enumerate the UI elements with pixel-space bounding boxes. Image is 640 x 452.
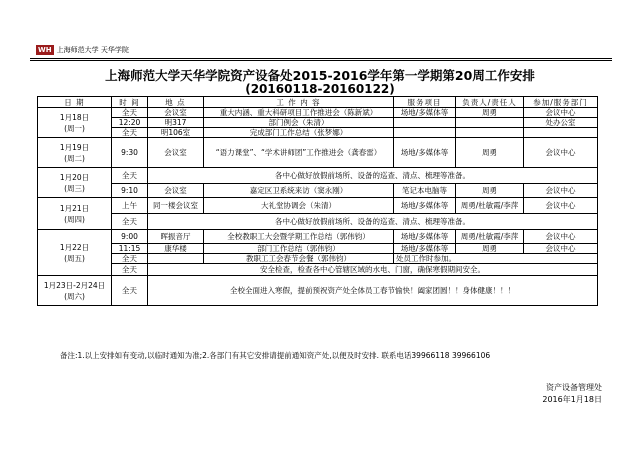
table-row: 12:20 明317 部门例会（朱清） 处办公室	[38, 118, 598, 128]
table-row: 1月18日 (周一) 全天 会议室 重大内涵、重大科研项目工作推进会（陈新斌） 场地/多媒体等 周勇 会议中心	[38, 108, 598, 118]
date-cell: 1月19日 (周二)	[38, 138, 112, 168]
col-dept: 参加/服务部门	[524, 97, 598, 108]
col-service: 服务项目	[394, 97, 456, 108]
table-row: 11:15 康华楼 部门工作总结（郭伟钧） 场地/多媒体等 周勇 会议中心	[38, 244, 598, 254]
header-row	[38, 97, 598, 108]
footnote: 备注:1.以上安排如有变动,以临时通知为准;2.各部门有其它安排请提前通知资产处,以便及时安排. 联系电话39966118 39966106	[60, 351, 491, 360]
table-row: 1月22日 (周五) 9:00 晖振音厅 全校教职工大会暨学期工作总结（郭伟钧） 场地/多媒体等 周勇/杜敏霞/李萍 会议中心	[38, 230, 598, 244]
page-title: 上海师范大学天华学院资产设备处2015-2016学年第一学期第20周工作安排	[105, 68, 535, 83]
signature-dept: 资产设备管理处	[546, 383, 602, 392]
date-cell: 1月20日 (周三)	[38, 168, 112, 198]
table-row: 全天 教职工工会春节会餐（郭伟钧） 处员工作时参加。	[38, 254, 598, 264]
table-row: 全天 明106室 完成部门工作总结（张梦娜）	[38, 128, 598, 138]
col-person: 负责人/责任人	[456, 97, 524, 108]
col-place: 地 点	[148, 97, 204, 108]
col-content: 工 作 内 容	[204, 97, 394, 108]
table-row: 1月20日 (周三) 全天 各中心做好放假前场所、设备的巡查、清点、梳理等准备。	[38, 168, 598, 184]
date-cell: 1月22日 (周五)	[38, 230, 112, 276]
date-range: (20160118-20160122)	[245, 82, 395, 96]
school-name: 上海师范大学 天华学院	[56, 46, 129, 54]
table-row: 1月23日-2月24日 (周六) 全天 全校全面进入寒假，提前预祝资产处全体员工春节愉快！阖家团圆！！身体健康！！！	[38, 276, 598, 306]
header-rule-top	[30, 58, 612, 59]
date-cell: 1月23日-2月24日 (周六)	[38, 276, 112, 306]
schedule-table	[37, 96, 598, 306]
table-row: 全天 安全检查，检查各中心管辖区域的水电、门窗，确保寒假期间安全。	[38, 264, 598, 276]
date-cell: 1月21日 (周四)	[38, 198, 112, 230]
col-date: 日 期	[38, 97, 112, 108]
table-row: 全天 各中心做好放假前场所、设备的巡查、清点、梳理等准备。	[38, 214, 598, 230]
table-row: 1月19日 (周二) 9:30 会议室 “语力课堂”、“学术讲师团”工作推进会（龚春雷） 场地/多媒体等 周勇 会议中心	[38, 138, 598, 168]
table-row: 9:10 会议室 嘉定区卫系统来访（窦永刚） 笔记本电脑等 周勇 会议中心	[38, 184, 598, 198]
signature-date: 2016年1月18日	[542, 395, 602, 404]
school-logo	[36, 44, 129, 56]
table-row: 1月21日 (周四) 上午 同一楼会议室 大礼堂协调会（朱清） 场地/多媒体等 周勇/杜敏霞/李萍 会议中心	[38, 198, 598, 214]
col-time: 时 间	[112, 97, 148, 108]
logo-mark: WH	[38, 46, 52, 54]
date-cell: 1月18日 (周一)	[38, 108, 112, 138]
header-rule-bottom	[30, 60, 612, 61]
